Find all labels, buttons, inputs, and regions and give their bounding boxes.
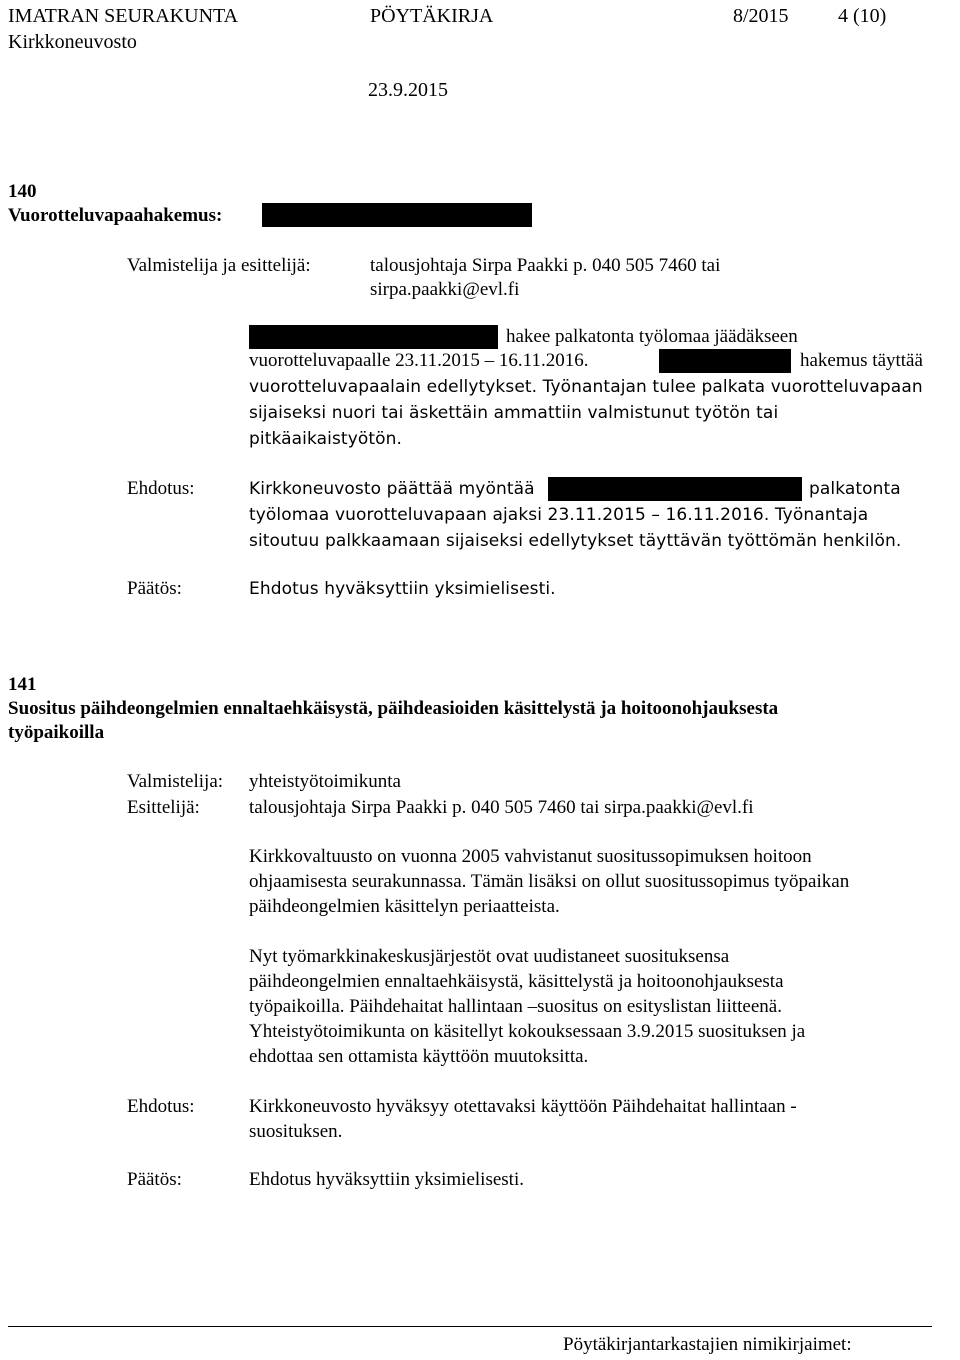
body-text: Nyt työmarkkinakeskusjärjestöt ovat uudistaneet suosituksensa [249,946,730,967]
section-title: työpaikoilla [8,722,105,743]
body-text: ohjaamisesta seurakunnassa. Tämän lisäksi on ollut suositussopimus työpaikan [249,871,850,892]
signature-label: Pöytäkirjantarkastajien nimikirjaimet: [563,1334,852,1355]
preparer-value: talousjohtaja Sirpa Paakki p. 040 505 7460 tai [370,255,721,276]
redaction-bar [249,325,498,349]
body-text: hakemus täyttää [800,350,923,371]
section-title: Vuorotteluvapaahakemus: [8,205,223,226]
proposal-text: Kirkkoneuvosto päättää myöntää [249,479,535,499]
proposal-label: Ehdotus: [127,1096,195,1117]
body-text: vuorotteluvapaalain edellytykset. Työnantajan tulee palkata vuorotteluvapaan [249,377,923,397]
presenter-value: talousjohtaja Sirpa Paakki p. 040 505 7460 tai sirpa.paakki@evl.fi [249,797,754,818]
presenter-label: Esittelijä: [127,797,200,818]
footer-divider [8,1326,932,1327]
proposal-text: Kirkkoneuvosto hyväksyy otettavaksi käyttöön Päihdehaitat hallintaan - [249,1096,797,1117]
body-text: työpaikoilla. Päihdehaitat hallintaan –suositus on esityslistan liitteenä. [249,996,782,1017]
preparer-value: yhteistyötoimikunta [249,771,401,792]
redaction-bar [262,203,532,227]
meeting-date: 23.9.2015 [368,79,448,101]
page-number: 4 (10) [838,5,887,27]
section-number: 141 [8,674,37,695]
section-title: Suositus päihdeongelmien ennaltaehkäisystä, päihdeasioiden käsittelystä ja hoitoonohjauksesta [8,698,779,719]
body-text: vuorotteluvapaalle 23.11.2015 – 16.11.2016. [249,350,589,371]
preparer-label: Valmistelija: [127,771,224,792]
body-text: päihdeongelmien ennaltaehkäisystä, käsittelystä ja hoitoonohjauksesta [249,971,784,992]
decision-label: Päätös: [127,578,182,599]
proposal-text: palkatonta [809,479,901,499]
body-text: ehdottaa sen ottamista käyttöön muutoksitta. [249,1046,589,1067]
decision-text: Ehdotus hyväksyttiin yksimielisesti. [249,579,556,599]
proposal-label: Ehdotus: [127,478,195,499]
minutes-number: 8/2015 [733,5,789,27]
org-name: IMATRAN SEURAKUNTA [8,5,239,27]
decision-text: Ehdotus hyväksyttiin yksimielisesti. [249,1169,524,1190]
preparer-label: Valmistelija ja esittelijä: [127,255,311,276]
meeting-body: Kirkkoneuvosto [8,31,137,53]
proposal-text: työlomaa vuorotteluvapaan ajaksi 23.11.2015 – 16.11.2016. Työnantaja [249,505,869,525]
document-type: PÖYTÄKIRJA [370,5,494,27]
body-text: Yhteistyötoimikunta on käsitellyt kokouksessaan 3.9.2015 suosituksen ja [249,1021,806,1042]
proposal-text: suosituksen. [249,1121,343,1142]
body-text: Kirkkovaltuusto on vuonna 2005 vahvistanut suositussopimuksen hoitoon [249,846,812,867]
section-number: 140 [8,181,37,202]
body-text: päihdeongelmien käsittelyn periaatteista. [249,896,560,917]
redaction-bar [659,349,791,373]
body-text: hakee palkatonta työlomaa jäädäkseen [506,326,798,347]
body-text: pitkäaikaistyötön. [249,429,402,449]
preparer-email: sirpa.paakki@evl.fi [370,279,520,300]
redaction-bar [548,477,802,501]
body-text: sijaiseksi nuori tai äskettäin ammattiin valmistunut työtön tai [249,403,779,423]
decision-label: Päätös: [127,1169,182,1190]
proposal-text: sitoutuu palkkaamaan sijaiseksi edellytykset täyttävän työttömän henkilön. [249,531,902,551]
